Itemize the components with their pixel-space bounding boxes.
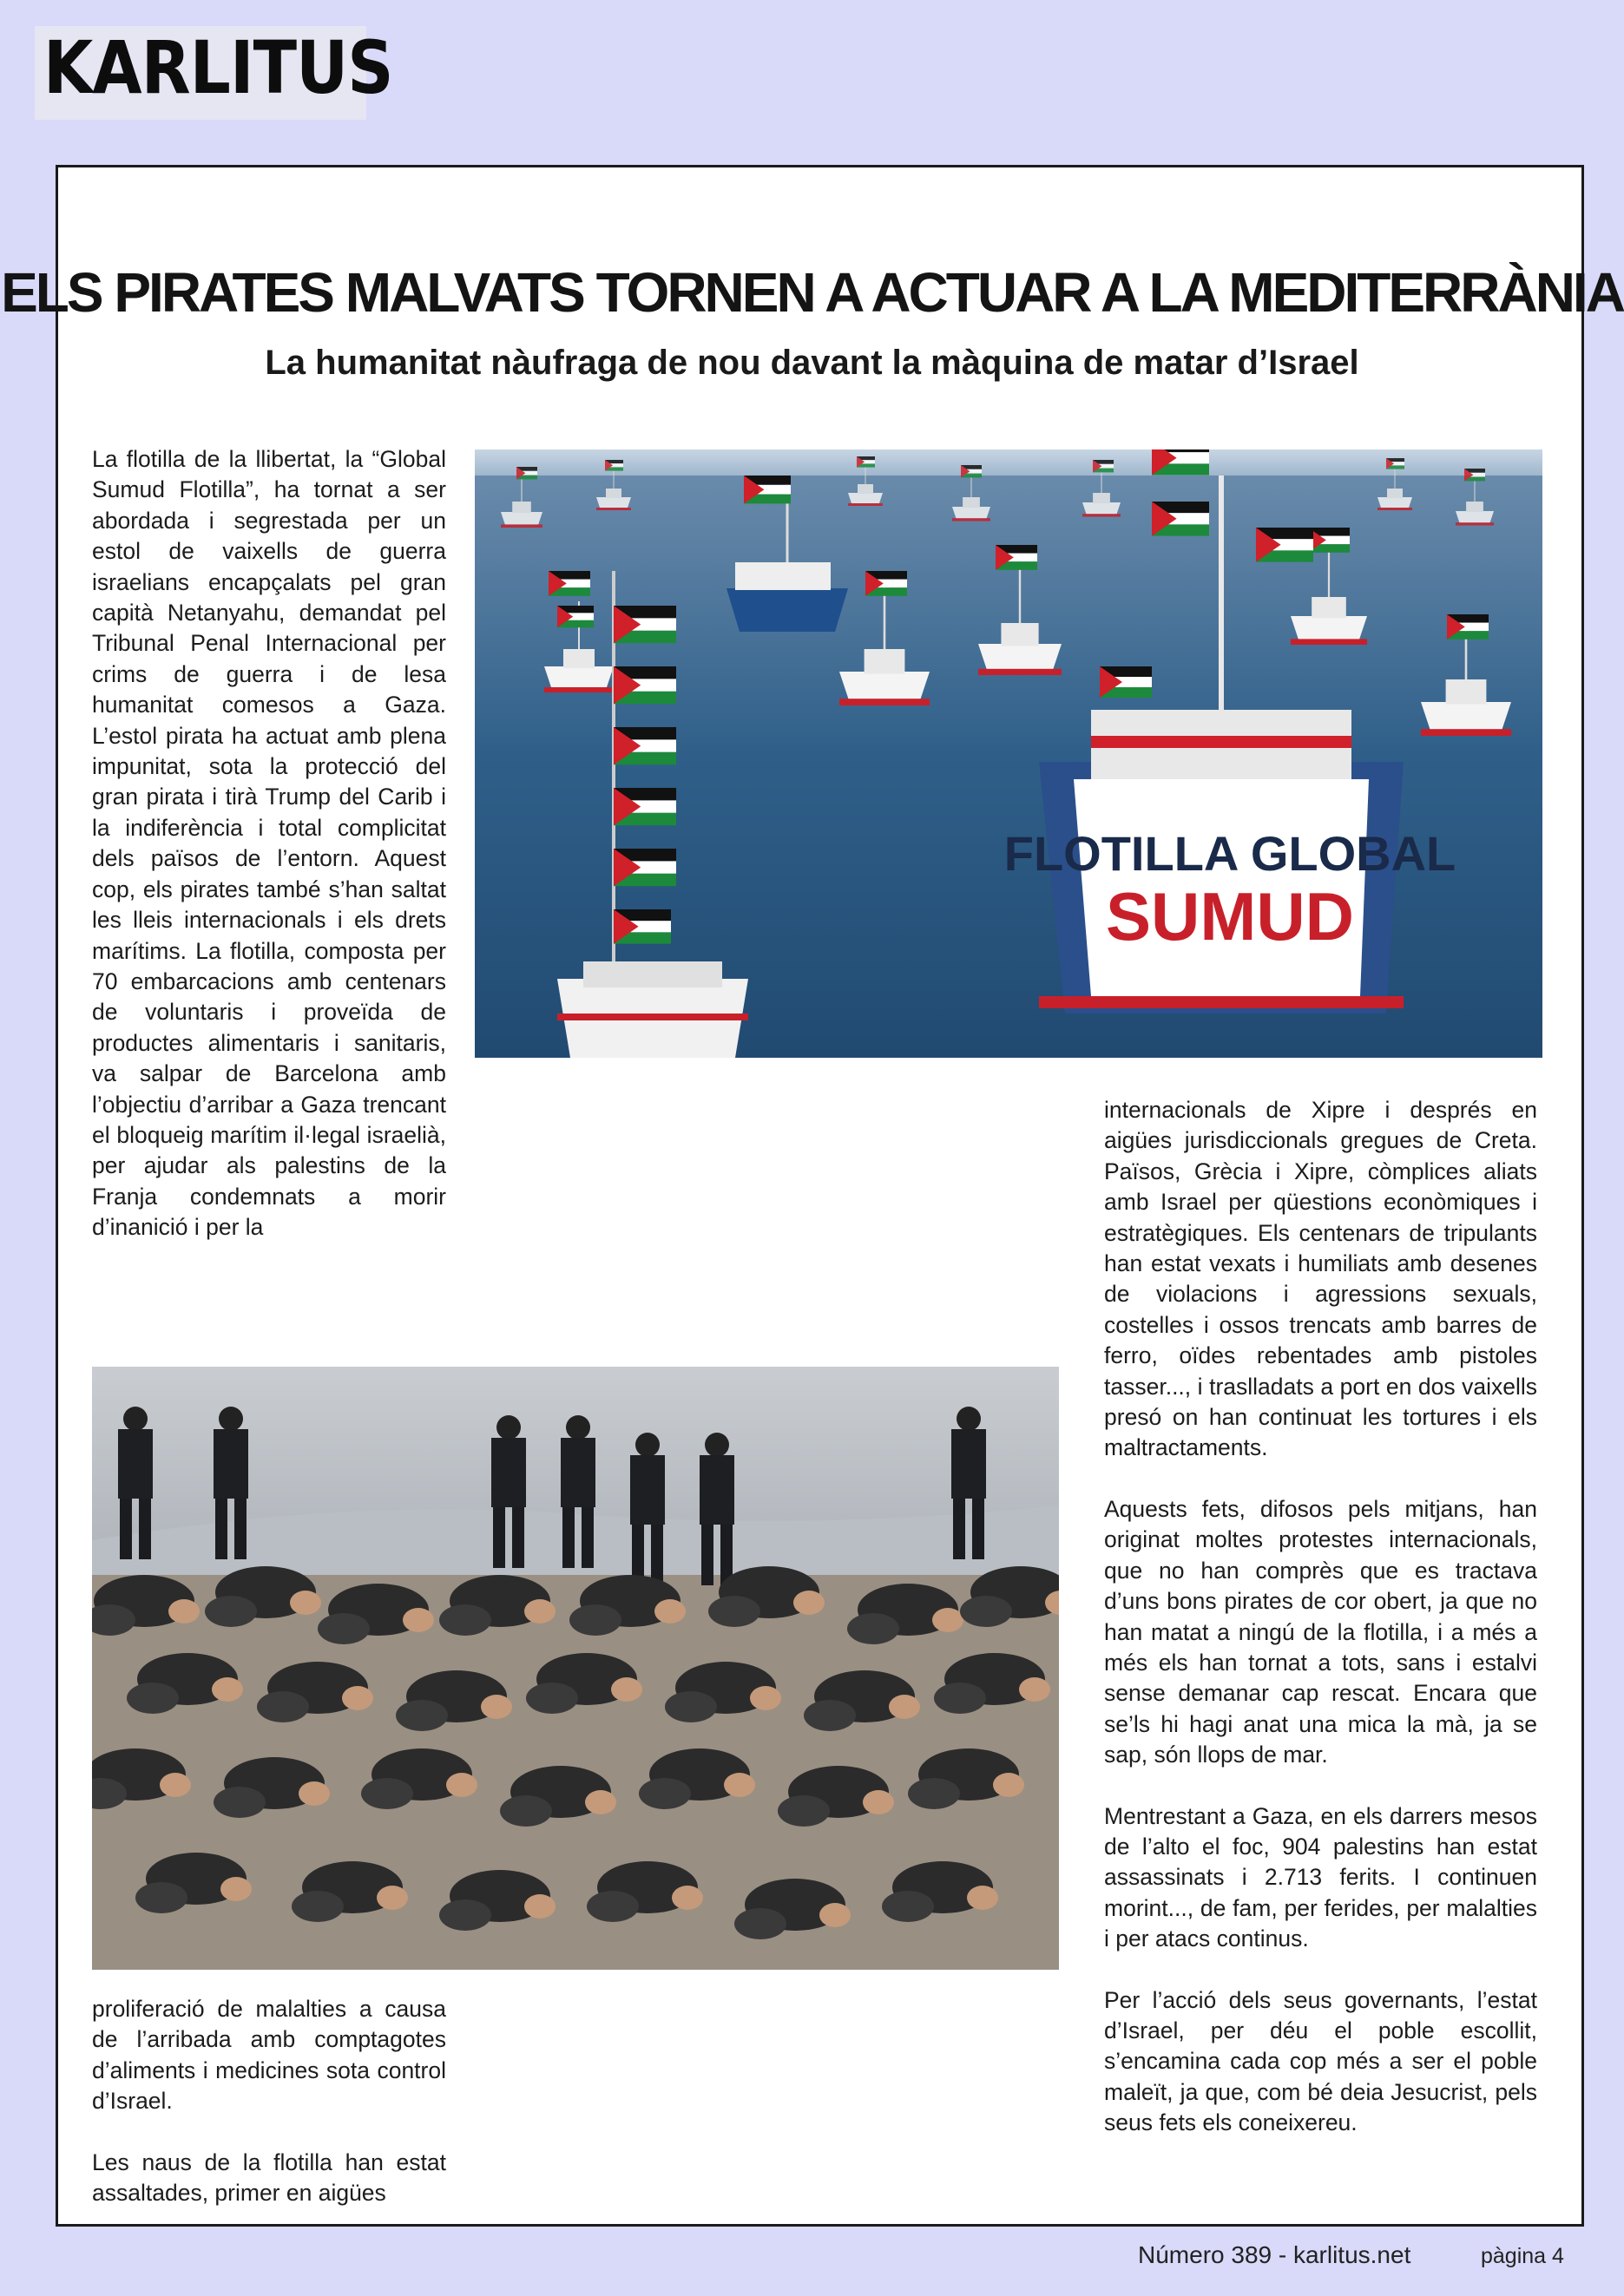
article-paragraph: Les naus de la flotilla han estat assaltades, primer en aigües — [92, 2148, 446, 2207]
article-paragraph: La flotilla de la llibertat, la “Global Sumud Flotilla”, ha tornat a ser abordada i segrestada per un estol de vaixells de guerra israelians encapçalats pel gran capità Netanyahu, demandat pel Tribunal Penal Internacional per crims de guerra i de lesa humanitat comesos a Gaza. L’estol pirata ha actuat amb plena impunitat, sota la protecció del gran pirata i tirà Trump del Carib i la indiferència i total complicitat dels països de l’entorn. Aquest cop, els pirates també s’han saltat les lleis internacionals i els drets marítims. La flotilla, composta per 70 embarcacions amb centenars de voluntaris i proveïda de productes alimentaris i sanitaris, va salpar de Barcelona amb l’objectiu d’arribar a Gaza trencant el bloqueig marítim il·legal israelià, per ajudar als palestins de la Franja condemnats a morir d’inanició i per la — [92, 446, 446, 1241]
article-headline: ELS PIRATES MALVATS TORNEN A ACTUAR A LA MEDITERRÀNIA — [1, 261, 1623, 324]
banner-line-2: SUMUD — [1106, 878, 1354, 954]
article-column-1 — [92, 444, 446, 1344]
site-logo: KARLITUS — [43, 25, 393, 110]
article-paragraph: Per l’acció dels seus governants, l’estat d’Israel, per déu el poble escollit, s’encamina cada cop més a ser el poble maleït, ja que, com bé deia Jesucrist, pels seus fets els coneixereu. — [1104, 1986, 1537, 2136]
article-paragraph: Mentrestant a Gaza, en els darrers mesos de l’alto el foc, 904 palestins han estat assassinats i 2.713 ferits. I continuen morint..., de fam, per ferides, per malalties i per atacs continus. — [1104, 1802, 1537, 1952]
detainees-photo — [92, 1367, 1059, 1970]
article-subheadline: La humanitat nàufraga de nou davant la màquina de matar d’Israel — [265, 344, 1359, 382]
article-paragraph: proliferació de malalties a causa de l’arribada amb comptagotes d’aliments i medicines sota control d’Israel. — [92, 1996, 446, 2115]
banner-line-1: FLOTILLA GLOBAL — [1003, 826, 1456, 881]
page-number: pàgina 4 — [1481, 2244, 1564, 2268]
article-paragraph: Aquests fets, difosos pels mitjans, han originat moltes protestes internacionals, que no han comprès que es tractava d’uns bons pirates de cor obert, ja que no han matat a ningú de la flotilla, i a més a més els han tornat a tots, sans i estalvi sense demanar cap rescat. Encara que se’ls hi hagi anat una mica la mà, ja se sap, són llops de mar. — [1104, 1495, 1537, 1768]
article-column-1-continued — [92, 1994, 446, 2207]
flotilla-photo — [475, 449, 1542, 1058]
issue-number: Número 389 - karlitus.net — [1138, 2241, 1411, 2268]
article-paragraph: internacionals de Xipre i després en aigües jurisdiccionals gregues de Creta. Països, Grècia i Xipre, còmplices aliats amb Israel per qüestions econòmiques i estratègiques. Els centenars de tripulants han estat vexats i humiliats amb desenes de violacions i agressions sexuals, costelles i ossos trencats amb barres de ferro, oïdes rebentades amb pistoles tasser..., i traslladats a port en dos vaixells presó on han continuat les tortures i els maltractaments. — [1104, 1097, 1537, 1461]
article-column-3 — [1104, 1095, 1537, 2214]
